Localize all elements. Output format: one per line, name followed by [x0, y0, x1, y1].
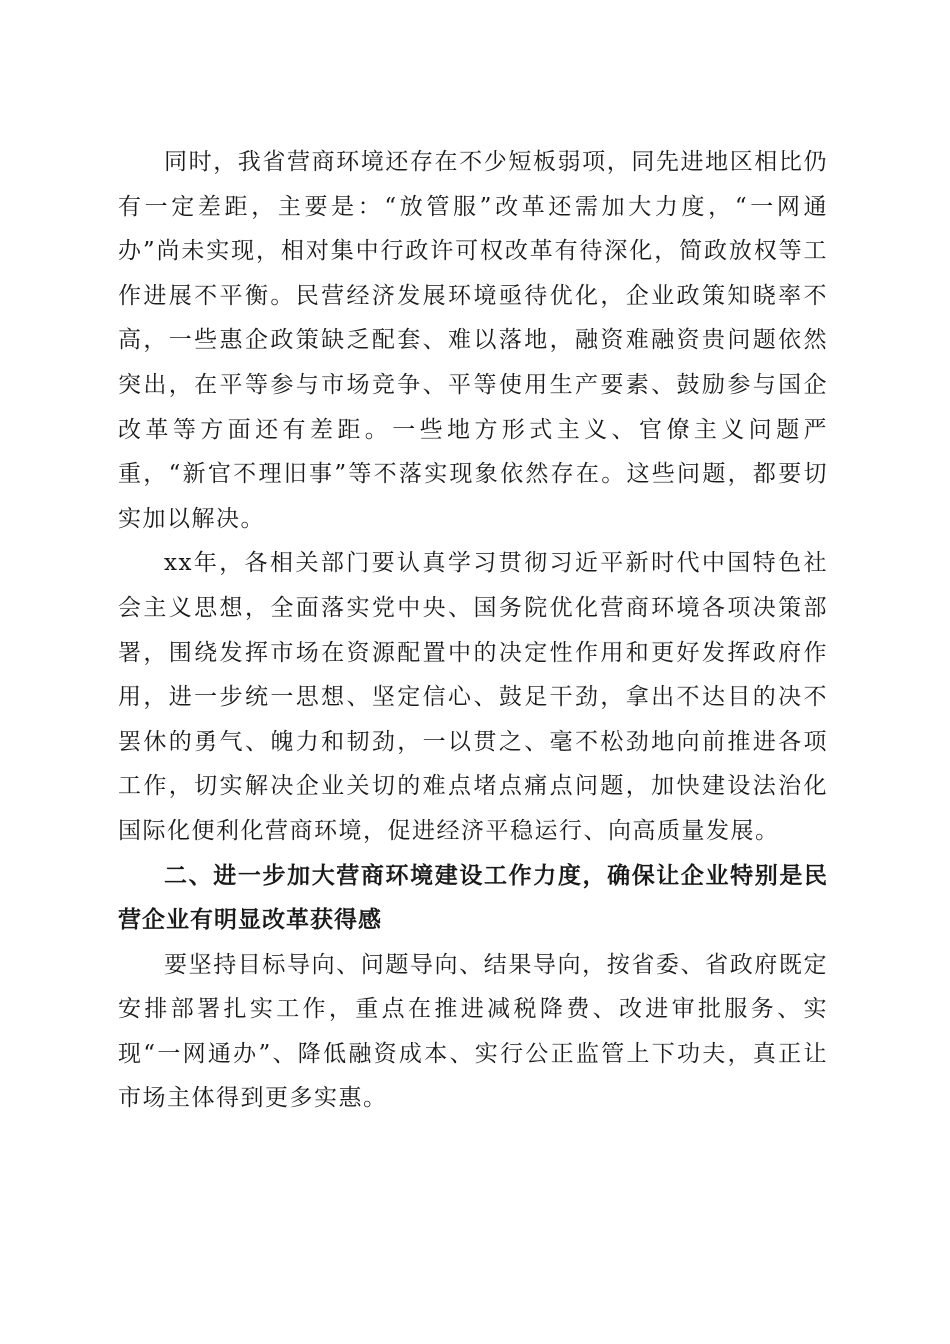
paragraph-shortcomings: 同时，我省营商环境还存在不少短板弱项，同先进地区相比仍有一定差距，主要是：“放管服”改革还需加大力度，“一网通办”尚未实现，相对集中行政许可权改革有待深化，简政放权等工作进展不平衡。民营经济发展环境亟待优化，企业政策知晓率不高，一些惠企政策缺乏配套、难以落地，融资难融资贵问题依然突出，在平等参与市场竞争、平等使用生产要素、鼓励参与国企改革等方面还有差距。一些地方形式主义、官僚主义问题严重，“新官不理旧事”等不落实现象依然存在。这些问题，都要切实加以解决。 — [118, 149, 828, 532]
paragraph-deployment: xx年，各相关部门要认真学习贯彻习近平新时代中国特色社会主义思想，全面落实党中央、国务院优化营商环境各项决策部署，围绕发挥市场在资源配置中的决定性作用和更好发挥政府作用，进一步统一思想、坚定信心、鼓足干劲，拿出不达目的决不罢休的勇气、魄力和韧劲，一以贯之、毫不松劲地向前推进各项工作，切实解决企业关切的难点堵点痛点问题，加快建设法治化国际化便利化营商环境，促进经济平稳运行、向高质量发展。 — [118, 550, 828, 844]
section-heading: 二、进一步加大营商环境建设工作力度，确保让企业特别是民营企业有明显改革获得感 — [118, 862, 828, 934]
paragraph-goals: 要坚持目标导向、问题导向、结果导向，按省委、省政府既定安排部署扎实工作，重点在推进减税降费、改进审批服务、实现“一网通办”、降低融资成本、实行公正监管上下功夫，真正让市场主体得到更多实惠。 — [118, 951, 828, 1112]
document-body — [118, 140, 828, 1121]
